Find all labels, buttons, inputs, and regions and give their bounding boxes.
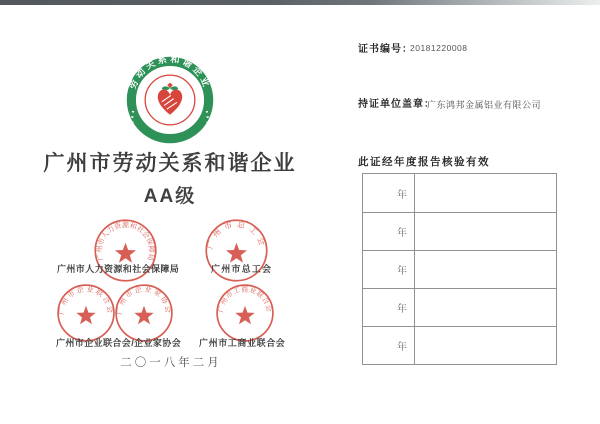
seal-text: 广州市企业联合会 <box>56 284 116 316</box>
seal-text: 广州市工商业联合会 <box>217 286 273 314</box>
annual-verification-table <box>362 173 557 365</box>
table-row <box>363 212 556 250</box>
holder-seal-label: 持证单位盖章： <box>358 99 435 110</box>
year-cell: 年 <box>363 289 415 326</box>
scanner-edge-shadow <box>0 0 600 5</box>
seal-enterprise-confederation <box>56 283 116 343</box>
logo-ring-text: 劳动关系和谐企业 <box>127 54 213 91</box>
year-cell: 年 <box>363 251 415 288</box>
harmonious-enterprise-logo <box>124 54 216 146</box>
year-cell: 年 <box>363 213 415 250</box>
verification-blank-cell <box>415 213 556 250</box>
cert-number-label: 证书编号： <box>358 44 413 55</box>
issuer-label-industry-commerce: 广州市工商业联合会 <box>199 338 286 348</box>
holder-company-name: 广东鸿邦金属铝业有限公司 <box>427 100 542 110</box>
seal-text: 广州市总工会 <box>205 219 268 251</box>
certificate-grade: AA级 <box>143 186 197 207</box>
annual-verification-title: 此证经年度报告核验有效 <box>358 156 490 168</box>
verification-blank-cell <box>415 251 556 288</box>
table-row <box>363 288 556 326</box>
issue-date: 二〇一八年二月 <box>120 357 222 369</box>
table-row <box>363 174 556 212</box>
official-seal-icon <box>56 283 116 343</box>
seal-text: 广州市企业家协会 <box>114 284 174 316</box>
seal-entrepreneurs-association <box>114 283 174 343</box>
issuer-label-trade-union: 广州市总工会 <box>211 264 273 274</box>
seal-industry-commerce-federation <box>215 283 275 343</box>
official-seal-icon <box>215 283 275 343</box>
official-seal-icon <box>114 283 174 343</box>
table-row <box>363 250 556 288</box>
year-cell: 年 <box>363 174 415 212</box>
issuer-label-hr-bureau: 广州市人力资源和社会保障局 <box>57 264 180 274</box>
verification-blank-cell <box>415 327 556 364</box>
seal-text: 广州市人力资源和社会保障局 <box>95 221 156 262</box>
issuer-label-enterprise-assoc: 广州市企业联合会/企业家协会 <box>56 338 182 348</box>
year-cell: 年 <box>363 327 415 364</box>
cert-number-value: 20181220008 <box>410 43 468 53</box>
verification-blank-cell <box>415 289 556 326</box>
certificate-title: 广州市劳动关系和谐企业 <box>43 152 297 175</box>
verification-blank-cell <box>415 174 556 212</box>
table-row <box>363 326 556 364</box>
logo-emblem-icon <box>124 54 216 146</box>
